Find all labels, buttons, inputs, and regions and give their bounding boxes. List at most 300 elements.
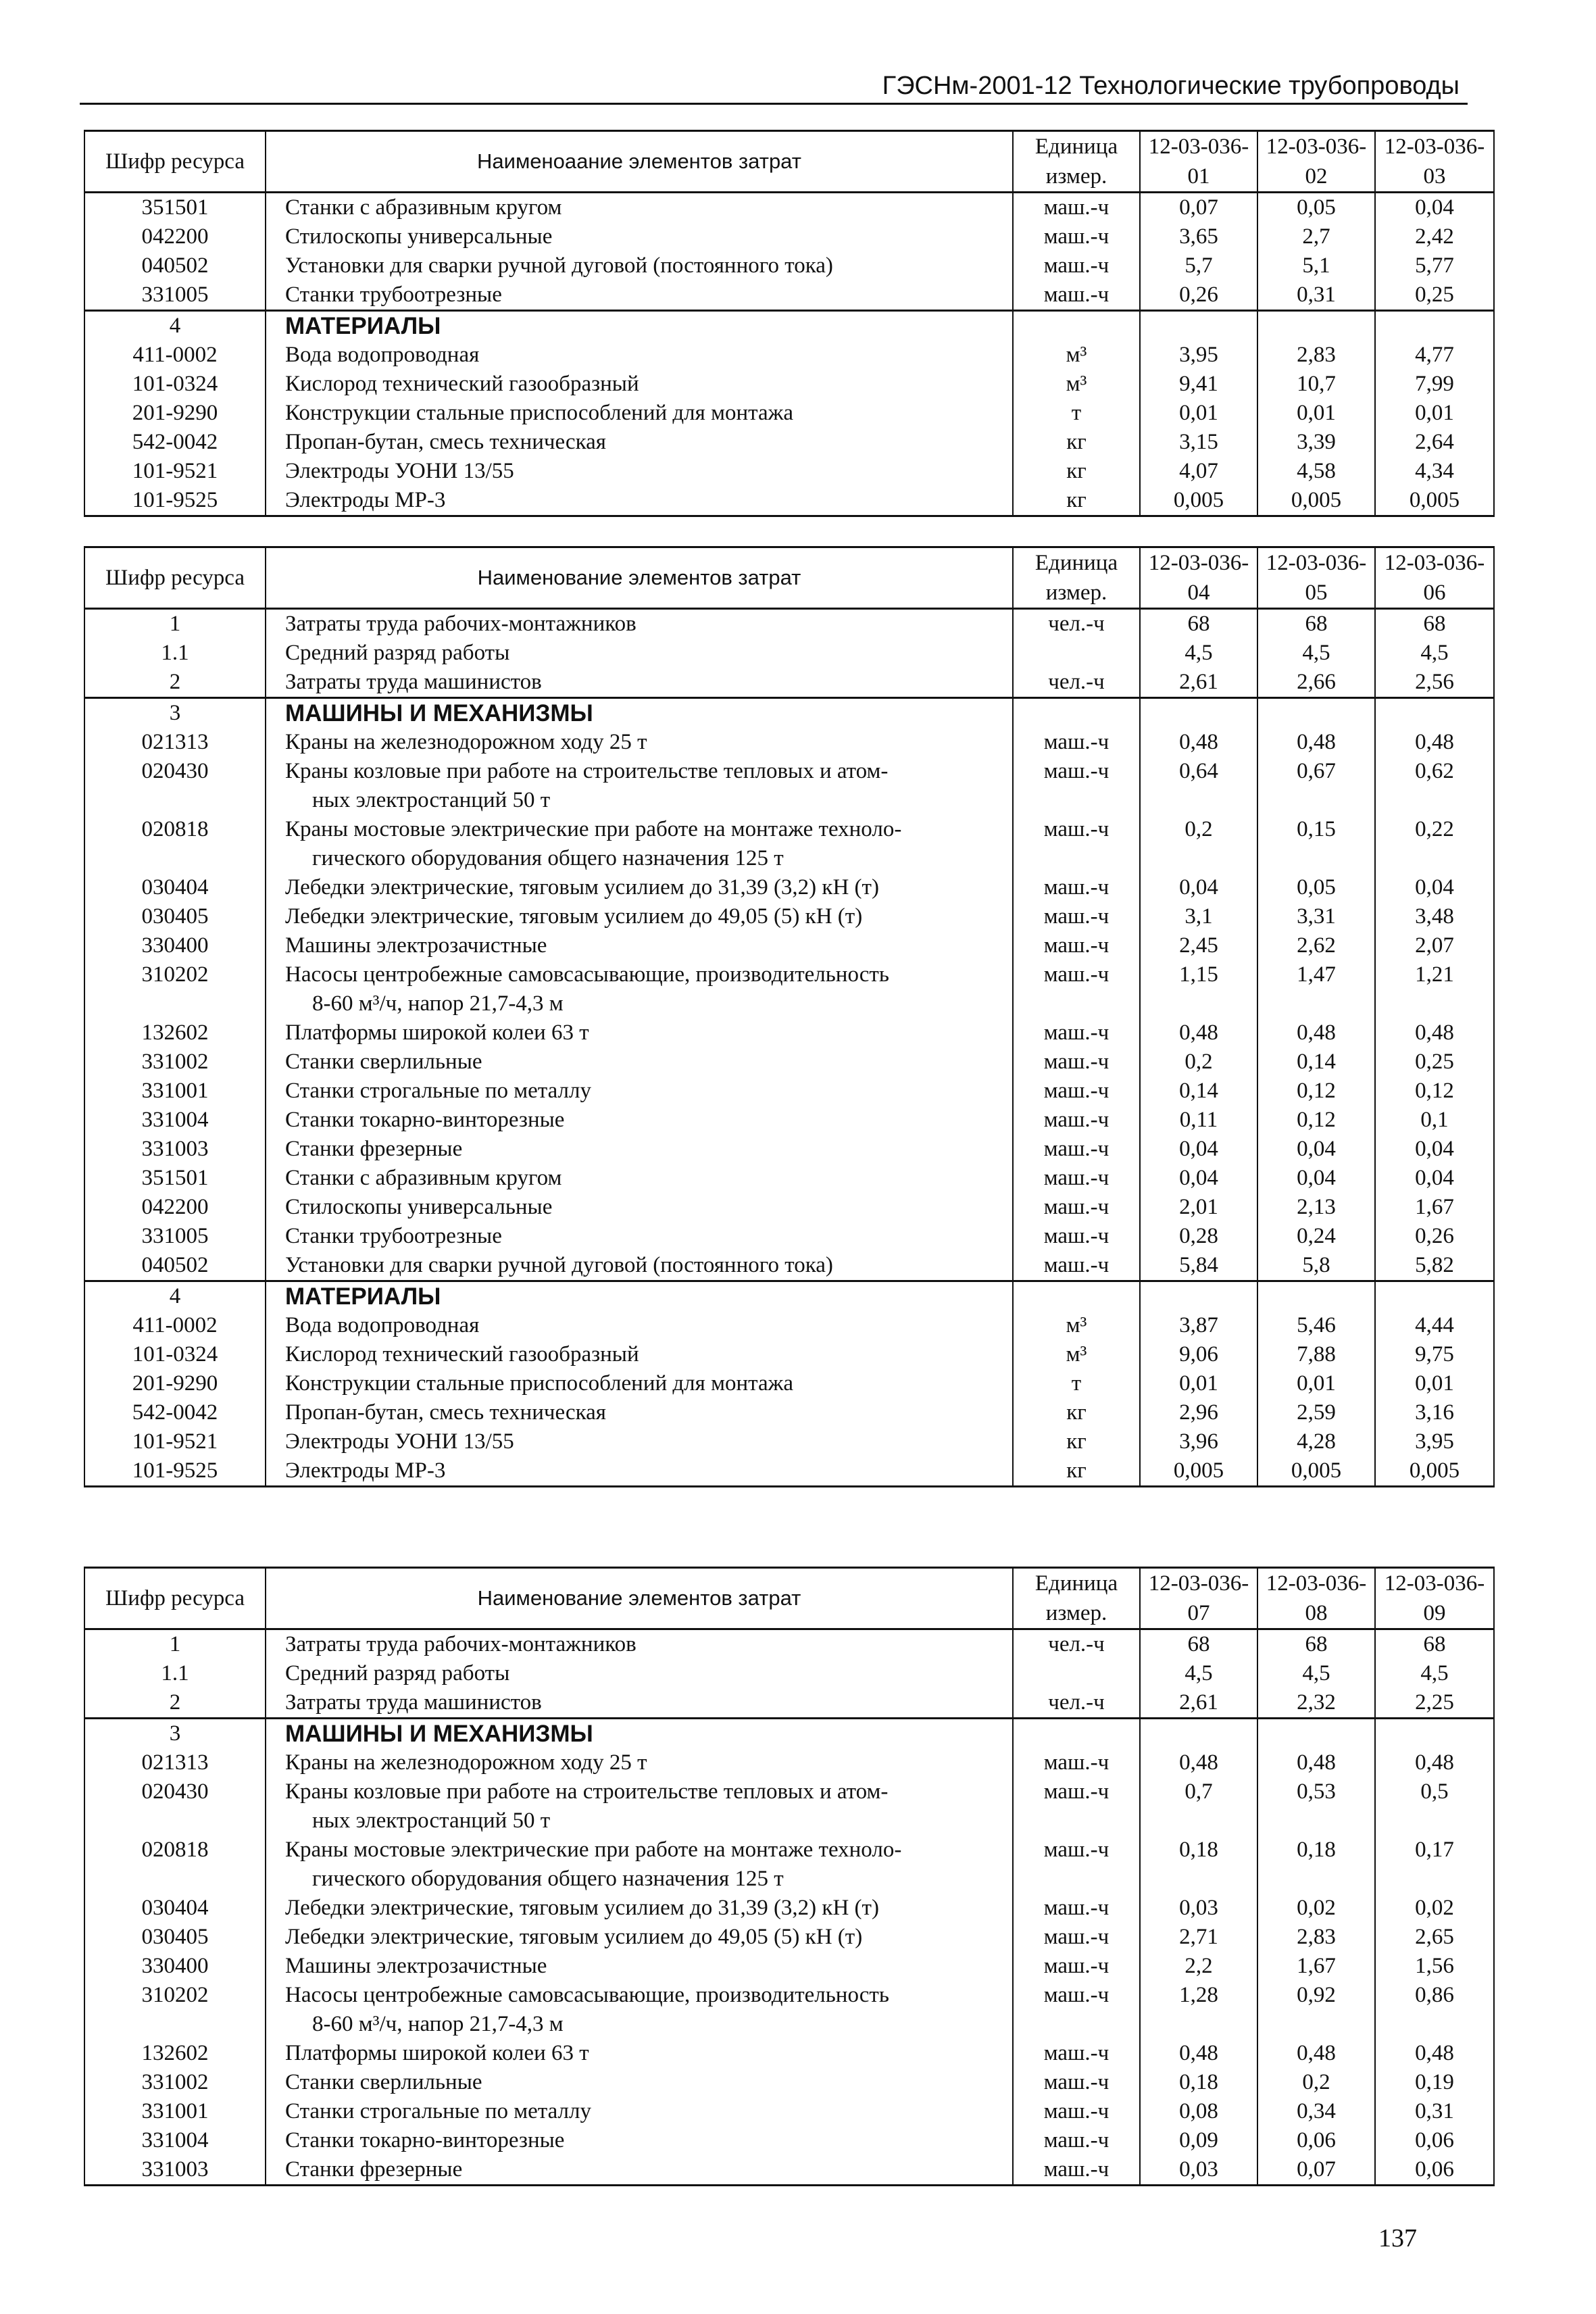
value-col-2: 4,58: [1257, 457, 1375, 486]
value-col-2: 0,14: [1257, 1048, 1375, 1077]
resource-code: 040502: [84, 251, 266, 280]
value-col-3: 1,21: [1375, 960, 1494, 1018]
resource-name: [266, 698, 1013, 729]
value-col-2: 0,92: [1257, 1981, 1375, 2039]
resource-code: 411-0002: [84, 341, 266, 370]
table-row: [84, 2068, 1494, 2097]
value-col-1: 5,7: [1140, 251, 1257, 280]
value-col-1: [1140, 311, 1257, 341]
unit-of-measure: маш.-ч: [1013, 1135, 1140, 1164]
value-col-2: 4,5: [1257, 1659, 1375, 1688]
resource-name-line: Средний разряд работы: [285, 1661, 510, 1685]
value-col-1: 0,28: [1140, 1222, 1257, 1251]
resource-name-line: Вода водопроводная: [285, 343, 480, 367]
resource-name: [266, 639, 1013, 668]
resource-name: [266, 341, 1013, 370]
value-col-2: 1,47: [1257, 960, 1375, 1018]
resource-name-continuation: 8-60 м³/ч, напор 21,7-4,3 м: [312, 991, 564, 1016]
resource-name-line: Станки фрезерные: [285, 1137, 463, 1161]
resource-name: [266, 1077, 1013, 1106]
value-col-3: 2,56: [1375, 668, 1494, 698]
unit-of-measure: чел.-ч: [1013, 1688, 1140, 1719]
resource-name: [266, 1135, 1013, 1164]
resource-name: [266, 668, 1013, 698]
value-col-1: 4,07: [1140, 457, 1257, 486]
resource-name: [266, 1952, 1013, 1981]
column-header: 12-03-036-07: [1140, 1568, 1257, 1629]
column-header: 12-03-036-08: [1257, 1568, 1375, 1629]
value-col-3: 0,48: [1375, 1018, 1494, 1048]
value-col-2: 0,48: [1257, 2039, 1375, 2068]
unit-of-measure: кг: [1013, 1398, 1140, 1427]
unit-of-measure: маш.-ч: [1013, 1018, 1140, 1048]
value-col-3: 0,5: [1375, 1777, 1494, 1836]
resource-name-line: Электроды МР-3: [285, 1458, 446, 1483]
resource-name-line: Краны на железнодорожном ходу 25 т: [285, 730, 647, 754]
table-row: [84, 1748, 1494, 1777]
resource-name-continuation: 8-60 м³/ч, напор 21,7-4,3 м: [312, 2012, 564, 2036]
table-row: [84, 193, 1494, 223]
table-row: [84, 399, 1494, 428]
value-col-2: 0,07: [1257, 2155, 1375, 2186]
resource-name-line: Станки трубоотрезные: [285, 1224, 502, 1248]
value-col-3: 4,77: [1375, 341, 1494, 370]
value-col-3: [1375, 1719, 1494, 1749]
table-row: [84, 1836, 1494, 1894]
value-col-2: 2,83: [1257, 341, 1375, 370]
resource-code: 030405: [84, 1923, 266, 1952]
page-header: [80, 68, 1468, 105]
value-col-2: 0,31: [1257, 280, 1375, 311]
unit-of-measure: маш.-ч: [1013, 193, 1140, 223]
value-col-2: 5,1: [1257, 251, 1375, 280]
resource-code: 331001: [84, 1077, 266, 1106]
table-row: [84, 370, 1494, 399]
resource-name-line: Машины электрозачистные: [285, 1954, 547, 1978]
value-col-2: 2,66: [1257, 668, 1375, 698]
value-col-3: 0,48: [1375, 2039, 1494, 2068]
unit-of-measure: маш.-ч: [1013, 1923, 1140, 1952]
value-col-3: [1375, 698, 1494, 729]
value-col-3: 2,07: [1375, 931, 1494, 960]
value-col-2: 7,88: [1257, 1340, 1375, 1369]
resource-name-line: Затраты труда машинистов: [285, 670, 542, 694]
value-col-2: 3,31: [1257, 902, 1375, 931]
value-col-2: 0,01: [1257, 1369, 1375, 1398]
value-col-3: 4,34: [1375, 457, 1494, 486]
unit-of-measure: [1013, 1659, 1140, 1688]
value-col-1: 0,09: [1140, 2126, 1257, 2155]
resource-code: 3: [84, 1719, 266, 1749]
resource-name-line: Краны мостовые электрические при работе на монтаже техноло-: [285, 817, 902, 841]
unit-of-measure: чел.-ч: [1013, 609, 1140, 639]
value-col-3: 0,48: [1375, 1748, 1494, 1777]
table-header-row: [84, 1568, 1494, 1629]
resource-name: [266, 1836, 1013, 1894]
unit-of-measure: маш.-ч: [1013, 1952, 1140, 1981]
table-row: [84, 1281, 1494, 1312]
unit-of-measure: маш.-ч: [1013, 1836, 1140, 1894]
resource-name-line: Электроды УОНИ 13/55: [285, 1429, 514, 1454]
value-col-3: 0,1: [1375, 1106, 1494, 1135]
resource-code: 351501: [84, 1164, 266, 1193]
resource-name-line: Платформы широкой колеи 63 т: [285, 2041, 589, 2065]
table-row: [84, 2039, 1494, 2068]
table-row: [84, 1369, 1494, 1398]
resource-code: 101-0324: [84, 1340, 266, 1369]
value-col-3: 68: [1375, 609, 1494, 639]
unit-of-measure: маш.-ч: [1013, 1222, 1140, 1251]
unit-of-measure: т: [1013, 399, 1140, 428]
value-col-3: 1,56: [1375, 1952, 1494, 1981]
table-row: [84, 428, 1494, 457]
value-col-1: 5,84: [1140, 1251, 1257, 1281]
resource-name: [266, 486, 1013, 516]
resource-code: 132602: [84, 1018, 266, 1048]
value-col-2: 2,83: [1257, 1923, 1375, 1952]
resource-name: [266, 1629, 1013, 1660]
value-col-3: 0,62: [1375, 757, 1494, 815]
resource-name: [266, 1688, 1013, 1719]
value-col-1: 3,1: [1140, 902, 1257, 931]
value-col-2: 0,005: [1257, 1456, 1375, 1487]
resource-code: 1.1: [84, 1659, 266, 1688]
resource-name-line: Станки сверлильные: [285, 1050, 482, 1074]
resource-name-line: Станки токарно-винторезные: [285, 2128, 565, 2152]
unit-of-measure: [1013, 698, 1140, 729]
table-row: [84, 1456, 1494, 1487]
value-col-3: 0,04: [1375, 1164, 1494, 1193]
resource-table-2: [84, 546, 1495, 1487]
value-col-1: 3,65: [1140, 222, 1257, 251]
value-col-3: 0,25: [1375, 1048, 1494, 1077]
resource-code: 331004: [84, 2126, 266, 2155]
resource-name: [266, 1777, 1013, 1836]
column-header: Наименование элементов затрат: [266, 547, 1013, 609]
resource-name-line: Краны мостовые электрические при работе на монтаже техноло-: [285, 1838, 902, 1862]
resource-code: 331004: [84, 1106, 266, 1135]
value-col-1: 3,95: [1140, 341, 1257, 370]
resource-name: [266, 251, 1013, 280]
resource-name: [266, 1193, 1013, 1222]
value-col-2: 0,24: [1257, 1222, 1375, 1251]
value-col-3: 9,75: [1375, 1340, 1494, 1369]
resource-name: [266, 757, 1013, 815]
table-row: [84, 1719, 1494, 1749]
unit-of-measure: маш.-ч: [1013, 1981, 1140, 2039]
value-col-3: 0,06: [1375, 2155, 1494, 2186]
resource-name-line: Станки сверлильные: [285, 2070, 482, 2094]
unit-of-measure: маш.-ч: [1013, 1894, 1140, 1923]
resource-name-line: Станки фрезерные: [285, 2157, 463, 2182]
unit-of-measure: маш.-ч: [1013, 931, 1140, 960]
resource-code: 310202: [84, 960, 266, 1018]
value-col-3: 68: [1375, 1629, 1494, 1660]
table-row: [84, 1398, 1494, 1427]
value-col-1: 0,005: [1140, 1456, 1257, 1487]
table-row: [84, 815, 1494, 873]
value-col-1: 2,01: [1140, 1193, 1257, 1222]
column-header: 12-03-036-05: [1257, 547, 1375, 609]
resource-name-line: Насосы центробежные самовсасывающие, производительность: [285, 962, 889, 987]
value-col-1: 0,64: [1140, 757, 1257, 815]
resource-code: 101-9525: [84, 486, 266, 516]
resource-code: 020818: [84, 1836, 266, 1894]
resource-name: [266, 193, 1013, 223]
resource-name: [266, 960, 1013, 1018]
value-col-2: 0,34: [1257, 2097, 1375, 2126]
table-row: [84, 1659, 1494, 1688]
column-header: Единица измер.: [1013, 547, 1140, 609]
unit-of-measure: маш.-ч: [1013, 2126, 1140, 2155]
column-header: 12-03-036-09: [1375, 1568, 1494, 1629]
value-col-1: 2,45: [1140, 931, 1257, 960]
unit-of-measure: кг: [1013, 486, 1140, 516]
resource-name: [266, 931, 1013, 960]
resource-code: 2: [84, 1688, 266, 1719]
resource-name: [266, 1748, 1013, 1777]
value-col-2: 0,2: [1257, 2068, 1375, 2097]
resource-code: 1: [84, 609, 266, 639]
resource-name-line: Конструкции стальные приспособлений для монтажа: [285, 1371, 794, 1396]
resource-name-line: Станки трубоотрезные: [285, 282, 502, 307]
table-row: [84, 2097, 1494, 2126]
resource-name: [266, 1427, 1013, 1456]
value-col-3: 4,5: [1375, 1659, 1494, 1688]
unit-of-measure: маш.-ч: [1013, 757, 1140, 815]
unit-of-measure: маш.-ч: [1013, 1193, 1140, 1222]
table-row: [84, 2126, 1494, 2155]
resource-code: 020430: [84, 1777, 266, 1836]
resource-name-line: Пропан-бутан, смесь техническая: [285, 1400, 606, 1425]
unit-of-measure: кг: [1013, 1456, 1140, 1487]
unit-of-measure: маш.-ч: [1013, 1164, 1140, 1193]
unit-of-measure: маш.-ч: [1013, 815, 1140, 873]
resource-name: [266, 1659, 1013, 1688]
resource-name-line: Кислород технический газообразный: [285, 372, 639, 396]
resource-code: 542-0042: [84, 428, 266, 457]
value-col-3: 0,005: [1375, 486, 1494, 516]
resource-code: 2: [84, 668, 266, 698]
resource-code: 330400: [84, 931, 266, 960]
unit-of-measure: м³: [1013, 341, 1140, 370]
unit-of-measure: маш.-ч: [1013, 902, 1140, 931]
value-col-2: 4,28: [1257, 1427, 1375, 1456]
resource-code: 3: [84, 698, 266, 729]
resource-name: [266, 2155, 1013, 2186]
resource-code: 030404: [84, 1894, 266, 1923]
resource-name: [266, 1719, 1013, 1749]
table-row: [84, 1981, 1494, 2039]
resource-code: 4: [84, 311, 266, 341]
unit-of-measure: м³: [1013, 1340, 1140, 1369]
unit-of-measure: маш.-ч: [1013, 1077, 1140, 1106]
value-col-1: 4,5: [1140, 1659, 1257, 1688]
column-header: Шифр ресурса: [84, 547, 266, 609]
resource-name-line: Лебедки электрические, тяговым усилием до 49,05 (5) кН (т): [285, 1925, 863, 1949]
resource-name-line: Станки с абразивным кругом: [285, 195, 562, 220]
resource-name-line: Станки токарно-винторезные: [285, 1108, 565, 1132]
value-col-2: 0,12: [1257, 1077, 1375, 1106]
resource-code: 040502: [84, 1251, 266, 1281]
resource-name-line: Платформы широкой колеи 63 т: [285, 1020, 589, 1045]
value-col-1: 0,18: [1140, 2068, 1257, 2097]
resource-name-line: Электроды УОНИ 13/55: [285, 459, 514, 483]
resource-code: 101-0324: [84, 370, 266, 399]
value-col-1: 0,48: [1140, 2039, 1257, 2068]
value-col-1: 2,2: [1140, 1952, 1257, 1981]
value-col-1: 0,48: [1140, 1018, 1257, 1048]
value-col-1: 0,14: [1140, 1077, 1257, 1106]
value-col-1: 0,11: [1140, 1106, 1257, 1135]
value-col-1: 0,18: [1140, 1836, 1257, 1894]
resource-name-line: Вода водопроводная: [285, 1313, 480, 1337]
value-col-3: 3,16: [1375, 1398, 1494, 1427]
value-col-1: 2,61: [1140, 1688, 1257, 1719]
value-col-2: 0,06: [1257, 2126, 1375, 2155]
value-col-1: 0,48: [1140, 728, 1257, 757]
value-col-1: 0,08: [1140, 2097, 1257, 2126]
resource-code: 042200: [84, 1193, 266, 1222]
resource-code: 331002: [84, 1048, 266, 1077]
value-col-3: 0,19: [1375, 2068, 1494, 2097]
resource-code: 411-0002: [84, 1311, 266, 1340]
value-col-2: 0,05: [1257, 193, 1375, 223]
resource-code: 331005: [84, 280, 266, 311]
resource-name: [266, 2097, 1013, 2126]
table-row: [84, 757, 1494, 815]
resource-name-line: Станки с абразивным кругом: [285, 1166, 562, 1190]
resource-name-line: Краны козловые при работе на строительстве тепловых и атом-: [285, 1779, 889, 1804]
value-col-3: 5,77: [1375, 251, 1494, 280]
value-col-1: 1,28: [1140, 1981, 1257, 2039]
value-col-1: 0,04: [1140, 1164, 1257, 1193]
resource-name: [266, 428, 1013, 457]
value-col-1: 4,5: [1140, 639, 1257, 668]
resource-name: [266, 873, 1013, 902]
table-row: [84, 1164, 1494, 1193]
value-col-2: 0,12: [1257, 1106, 1375, 1135]
resource-code: 101-9525: [84, 1456, 266, 1487]
unit-of-measure: маш.-ч: [1013, 960, 1140, 1018]
unit-of-measure: маш.-ч: [1013, 2068, 1140, 2097]
unit-of-measure: чел.-ч: [1013, 668, 1140, 698]
value-col-1: 0,2: [1140, 1048, 1257, 1077]
resource-code: 030405: [84, 902, 266, 931]
resource-code: 310202: [84, 1981, 266, 2039]
resource-name-line: МАШИНЫ И МЕХАНИЗМЫ: [285, 700, 593, 727]
table-header-row: [84, 547, 1494, 609]
table-row: [84, 609, 1494, 639]
unit-of-measure: кг: [1013, 428, 1140, 457]
column-header: Шифр ресурса: [84, 1568, 266, 1629]
value-col-1: 9,41: [1140, 370, 1257, 399]
table-row: [84, 960, 1494, 1018]
value-col-3: 1,67: [1375, 1193, 1494, 1222]
value-col-3: 0,25: [1375, 280, 1494, 311]
resource-code: 042200: [84, 222, 266, 251]
unit-of-measure: чел.-ч: [1013, 1629, 1140, 1660]
resource-name-line: Стилоскопы универсальные: [285, 1195, 553, 1219]
table-row: [84, 2155, 1494, 2186]
resource-name: [266, 399, 1013, 428]
value-col-1: 0,07: [1140, 193, 1257, 223]
value-col-3: 0,04: [1375, 1135, 1494, 1164]
table-row: [84, 698, 1494, 729]
resource-name-line: Средний разряд работы: [285, 641, 510, 665]
value-col-2: 0,48: [1257, 728, 1375, 757]
resource-name-line: Станки строгальные по металлу: [285, 2099, 591, 2123]
resource-code: 542-0042: [84, 1398, 266, 1427]
value-col-2: 0,48: [1257, 1018, 1375, 1048]
table-row: [84, 1629, 1494, 1660]
resource-name: [266, 1106, 1013, 1135]
column-header: Единица измер.: [1013, 1568, 1140, 1629]
value-col-2: 2,62: [1257, 931, 1375, 960]
table-row: [84, 1427, 1494, 1456]
value-col-3: 4,5: [1375, 639, 1494, 668]
resource-name-line: Пропан-бутан, смесь техническая: [285, 430, 606, 454]
table-row: [84, 1923, 1494, 1952]
resource-name-line: Лебедки электрические, тяговым усилием до 31,39 (3,2) кН (т): [285, 1896, 879, 1920]
table-row: [84, 1894, 1494, 1923]
column-header: Шифр ресурса: [84, 131, 266, 193]
value-col-2: 0,04: [1257, 1164, 1375, 1193]
value-col-2: 0,05: [1257, 873, 1375, 902]
column-header: 12-03-036-06: [1375, 547, 1494, 609]
resource-name: [266, 2039, 1013, 2068]
table-row: [84, 341, 1494, 370]
resource-name: [266, 311, 1013, 341]
resource-name-line: МАТЕРИАЛЫ: [285, 313, 441, 339]
resource-name: [266, 609, 1013, 639]
column-header: 12-03-036-01: [1140, 131, 1257, 193]
value-col-2: 0,15: [1257, 815, 1375, 873]
table-row: [84, 251, 1494, 280]
unit-of-measure: кг: [1013, 1427, 1140, 1456]
value-col-2: 0,02: [1257, 1894, 1375, 1923]
resource-name-line: Затраты труда рабочих-монтажников: [285, 612, 637, 636]
resource-code: 331003: [84, 2155, 266, 2186]
resource-name: [266, 2068, 1013, 2097]
value-col-3: 7,99: [1375, 370, 1494, 399]
value-col-3: 2,25: [1375, 1688, 1494, 1719]
value-col-1: 3,96: [1140, 1427, 1257, 1456]
value-col-2: [1257, 1281, 1375, 1312]
table-row: [84, 1222, 1494, 1251]
value-col-1: 2,71: [1140, 1923, 1257, 1952]
resource-name-line: Стилоскопы универсальные: [285, 224, 553, 249]
unit-of-measure: [1013, 639, 1140, 668]
unit-of-measure: маш.-ч: [1013, 1251, 1140, 1281]
value-col-1: 0,03: [1140, 1894, 1257, 1923]
value-col-2: [1257, 311, 1375, 341]
value-col-2: 2,32: [1257, 1688, 1375, 1719]
value-col-1: 0,2: [1140, 815, 1257, 873]
resource-name-continuation: ных электростанций 50 т: [312, 788, 551, 812]
resource-name: [266, 280, 1013, 311]
resource-name: [266, 2126, 1013, 2155]
value-col-1: 68: [1140, 609, 1257, 639]
resource-name: [266, 370, 1013, 399]
resource-table-3: [84, 1567, 1495, 2186]
resource-name: [266, 1164, 1013, 1193]
unit-of-measure: м³: [1013, 1311, 1140, 1340]
value-col-3: 0,01: [1375, 1369, 1494, 1398]
column-header: 12-03-036-03: [1375, 131, 1494, 193]
value-col-2: 2,59: [1257, 1398, 1375, 1427]
table-row: [84, 728, 1494, 757]
